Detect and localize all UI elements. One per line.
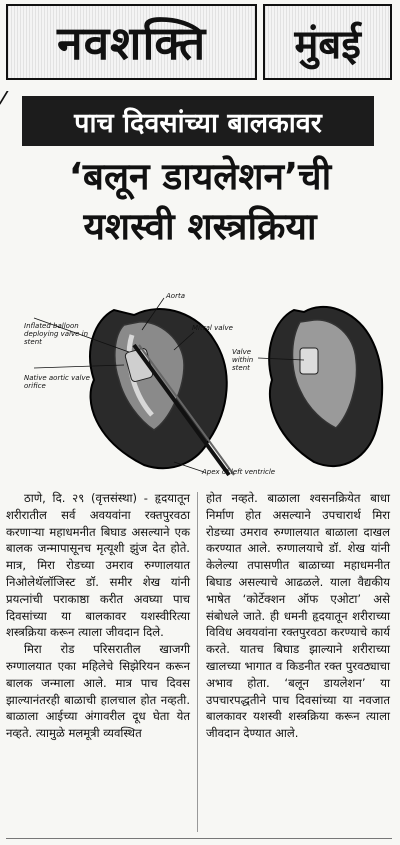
bottom-rule [6, 838, 392, 839]
label-inflated-balloon: Inflated balloon deploying valve in stent [24, 322, 89, 346]
clip-mark-icon: ⁄ [2, 88, 6, 109]
article-paragraph: मिरा रोड परिसरातील खाजगी रुग्णालयात एका महिलेचे सिझेरियन करून बालक जन्माला आले. मात्र पाच दिवस झाल्यानंतरही बाळाची हालचाल होत नव्हती. बाळाला आईच्या अंगावरील दूध घेता येत नव्हते. त्यामुळे मलमूत्री व्यवस्थित [6, 642, 190, 741]
headline-line-2: यशस्वी शस्त्रक्रिया [83, 205, 317, 248]
article-column-right [206, 490, 390, 742]
article-paragraph: होत नव्हते. बाळाला श्वसनक्रियेत बाधा निर्माण होत असल्याने उपचारार्थ मिरा रोडच्या उमराव रुग्णालयात बाळाला दाखल करण्यात आले. रुग्णालयाचे डॉ. शेख यांनी केलेल्या तपासणीत बाळाच्या महाधमनीत बिघाड असल्याचे आढळले. याला वैद्यकीय भाषेत ‘कोर्टेक्शन ऑफ एओटा’ असे संबोधले जाते. ही धमनी हृदयातून शरीराच्या विविध अवयवांना रक्तपुरवठा करण्याचे कार्य करते. यातच बिघाड झाल्याने शरीराच्या खालच्या भागात व किडनीत रक्त पुरवठ्याचा अभाव होता. ‘बलून डायलेशन’ या उपचारपद्धतीने पाच दिवसांच्या या नवजात बालकावर यशस्वी शस्त्रक्रिया करून त्याला जीवदान देण्यात आले. [206, 491, 390, 741]
label-apex-left-ventricle: Apex of left ventricle [202, 468, 276, 476]
headline-line-1: ‘बलून डायलेशन’ची [68, 155, 332, 198]
kicker-banner: पाच दिवसांच्या बालकावर [22, 96, 374, 146]
heart-illustration [24, 290, 384, 480]
article-paragraph: ठाणे, दि. २९ (वृत्तसंस्था) - हृदयातून शरीरातील सर्व अवयवांना रक्तपुरवठा करणाऱ्या महाधमनीत बिघाड असल्याने एक बालक जन्मापासूनच मृत्यूशी झुंज देत होते. मात्र, मिरा रोडच्या उमराव रुग्णालयात निओलेथॅलॉजिस्ट डॉ. समीर शेख यांनी प्रयत्नांची पराकाष्ठा करीत अवघ्या पाच दिवसांच्या या बालकावर यशस्वीरित्या शस्त्रक्रिया करून त्याला जीवदान दिले. [6, 491, 190, 640]
newspaper-city: मुंबई [263, 4, 392, 80]
label-mitral-valve: Mitral valve [192, 324, 233, 332]
label-valve-within-stent: Valve within stent [232, 348, 254, 372]
column-divider [197, 492, 198, 832]
newspaper-name: नवशक्ति [6, 4, 257, 80]
article-column-left [6, 490, 190, 742]
headline [8, 152, 392, 252]
masthead [6, 4, 392, 80]
label-aorta: Aorta [166, 292, 185, 300]
label-native-aortic-valve: Native aortic valve orifice [24, 374, 90, 390]
